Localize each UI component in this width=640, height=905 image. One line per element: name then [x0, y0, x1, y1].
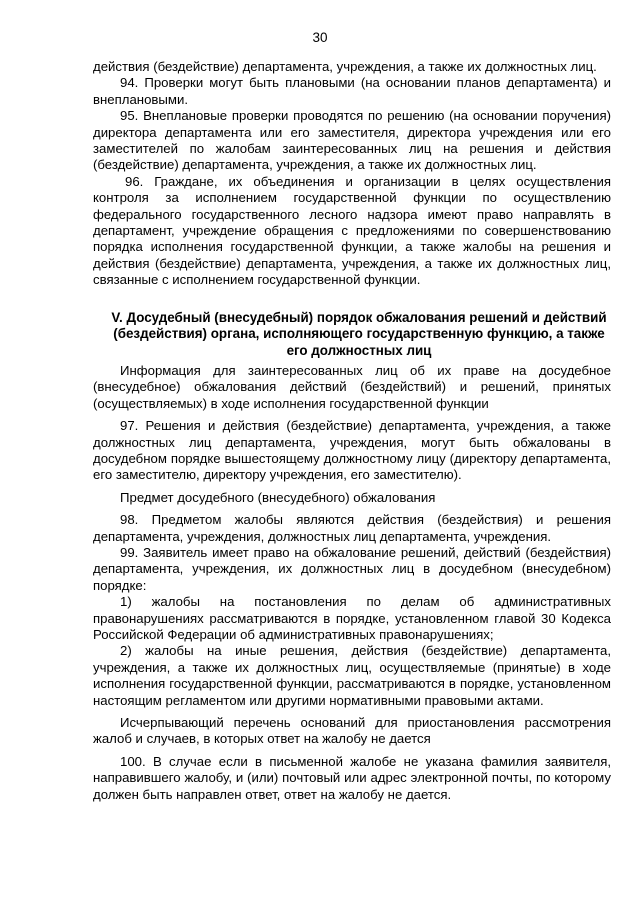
page-number: 30	[312, 30, 328, 45]
paragraph-99-item-1: 1) жалобы на постановления по делам об административных правонарушениях рассматриваются в порядке, установленном главой 30 Кодекса Российской Федерации об административных правонарушениях;	[93, 594, 611, 642]
grounds-subheading: Исчерпывающий перечень оснований для приостановления рассмотрения жалоб и случаев, в которых ответ на жалобу не дается	[93, 715, 611, 747]
section-heading: V. Досудебный (внесудебный) порядок обжалования решений и действий (бездействия) органа, исполняющего государственную функцию, а также его должностных лиц	[111, 309, 607, 358]
paragraph-97: 97. Решения и действия (бездействие) департамента, учреждения, а также должностных лиц департамента, учреждения, могут быть обжалованы в досудебном порядке вышестоящему должностному лицу (директору департамента, его заместителю, директору учреждения, его заместителю).	[93, 418, 611, 483]
paragraph-94: 94. Проверки могут быть плановыми (на основании планов департамента) и внеплановыми.	[93, 75, 611, 107]
paragraph-98: 98. Предметом жалобы являются действия (бездействия) и решения департамента, учреждения, должностных лиц департамента, учреждения.	[93, 512, 611, 544]
paragraph-96: 96. Граждане, их объединения и организации в целях осуществления контроля за исполнением государственной функции по осуществлению федерального государственного лесного надзора имеют право направлять в департамент, учреждение обращения с предложениями по совершенствованию порядка исполнения государственной функции, а также жалобы на решения и действия (бездействие) департамента, учреждения, а также их должностных лиц, связанные с исполнением государственной функции.	[93, 173, 611, 288]
info-subheading: Информация для заинтересованных лиц об их праве на досудебное (внесудебное) обжалования действий (бездействий) и решений, принятых (осуществляемых) в ходе исполнения государственной функции	[93, 362, 611, 411]
paragraph-95: 95. Внеплановые проверки проводятся по решению (на основании поручения) директора департамента или его заместителя, директора учреждения или его заместителей по жалобам заинтересованных лиц на решения и действия (бездействие) департамента, учреждения, а также их должностных лиц.	[93, 108, 611, 173]
subject-subheading: Предмет досудебного (внесудебного) обжалования	[120, 489, 436, 505]
paragraph-99: 99. Заявитель имеет право на обжалование решений, действий (бездействия) департамента, учреждения, их должностных лиц в досудебном (внесудебном) порядке:	[93, 544, 611, 593]
paragraph-99-item-2: 2) жалобы на иные решения, действия (бездействие) департамента, учреждения, а также их должностных лиц, осуществляемые (принятые) в ходе исполнения государственной функции, рассматриваются в порядке, установленном настоящим регламентом или другими нормативными правовыми актами.	[93, 643, 611, 708]
paragraph-continuation: действия (бездействие) департамента, учреждения, а также их должностных лиц.	[93, 59, 597, 74]
paragraph-100: 100. В случае если в письменной жалобе не указана фамилия заявителя, направившего жалобу, и (или) почтовый или адрес электронной почты, по которому должен быть направлен ответ, ответ на жалобу не дается.	[93, 753, 611, 802]
document-body	[93, 59, 611, 803]
